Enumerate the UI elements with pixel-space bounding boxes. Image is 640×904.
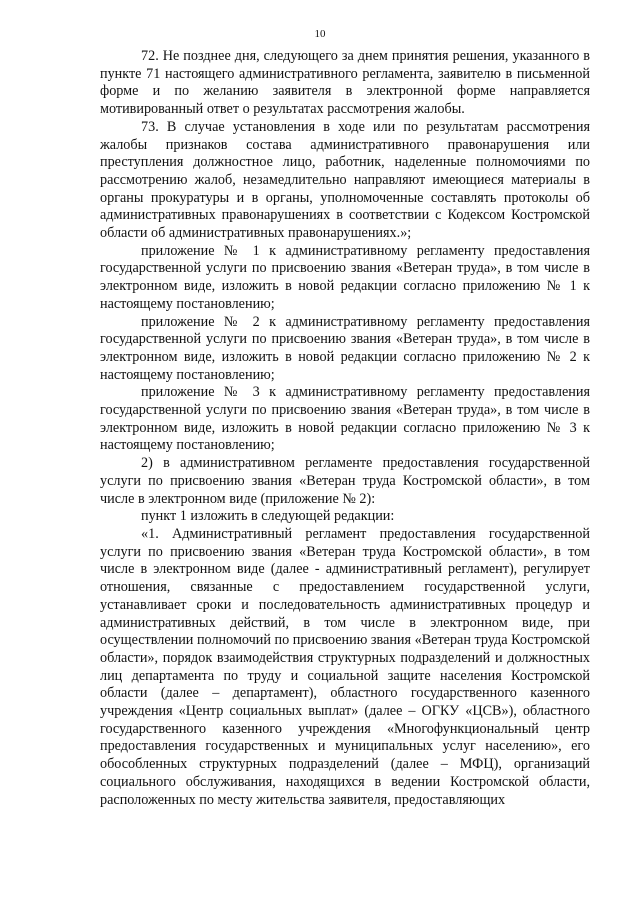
paragraph-appendix-2: приложение № 2 к административному регламенту предоставления государственной услуги по присвоению звания «Ветеран труда», в том числе в электронном виде, изложить в новой редакции согласно приложению № 2 к настоящему постановлению;: [100, 313, 590, 383]
paragraph-appendix-1: приложение № 1 к административному регламенту предоставления государственной услуги по присвоению звания «Ветеран труда», в том числе в электронном виде, изложить в новой редакции согласно приложению № 1 к настоящему постановлению;: [100, 242, 590, 312]
paragraph-point-1-intro: пункт 1 изложить в следующей редакции:: [141, 508, 395, 525]
page-number: 10: [314, 28, 326, 40]
paragraph-appendix-3: приложение № 3 к административному регламенту предоставления государственной услуги по присвоению звания «Ветеран труда», в том числе в электронном виде, изложить в новой редакции согласно приложению № 3 к настоящему постановлению;: [100, 384, 590, 454]
paragraph-72: 72. Не позднее дня, следующего за днем принятия решения, указанного в пункте 71 настоящего административного регламента, заявителю в письменной форме и по желанию заявителя в электронной форме направляется мотивированный ответ о результатах рассмотрения жалобы.: [100, 48, 590, 118]
paragraph-73: 73. В случае установления в ходе или по результатам рассмотрения жалобы признаков состава административного правонарушения или преступления должностное лицо, работник, наделенные полномочиями по рассмотрению жалоб, незамедлительно направляют имеющиеся материалы в органы прокуратуры и в органы, уполномоченные составлять протоколы об административных правонарушениях в соответствии с Кодексом Костромской области об административных правонарушениях.»;: [100, 118, 590, 242]
paragraph-regulation-2: 2) в административном регламенте предоставления государственной услуги по присвоению звания «Ветеран труда Костромской области», в том числе в электронном виде (приложение № 2):: [100, 455, 590, 507]
document-body: [100, 48, 590, 809]
paragraph-point-1-text: «1. Административный регламент предоставления государственной услуги по присвоению звания «Ветеран труда Костромской области», в том числе в электронном виде (далее - административный регламент), регулирует отношения, связанные с предоставлением государственной услуги, устанавливает сроки и последовательность административных процедур и административных действий, в том числе в электронном виде, при осуществлении полномочий по присвоению звания «Ветеран труда Костромской области», порядок взаимодействия структурных подразделений и должностных лиц департамента по труду и социальной защите населения Костромской области (далее – департамент), областного государственного казенного учреждения «Центр социальных выплат» (далее – ОГКУ «ЦСВ»), областного государственного казенного учреждения «Многофункциональный центр предоставления государственных и муниципальных услуг населению», его обособленных структурных подразделений (далее – МФЦ), организаций социального обслуживания, находящихся в ведении Костромской области, расположенных по месту жительства заявителя, предоставляющих: [100, 525, 590, 808]
